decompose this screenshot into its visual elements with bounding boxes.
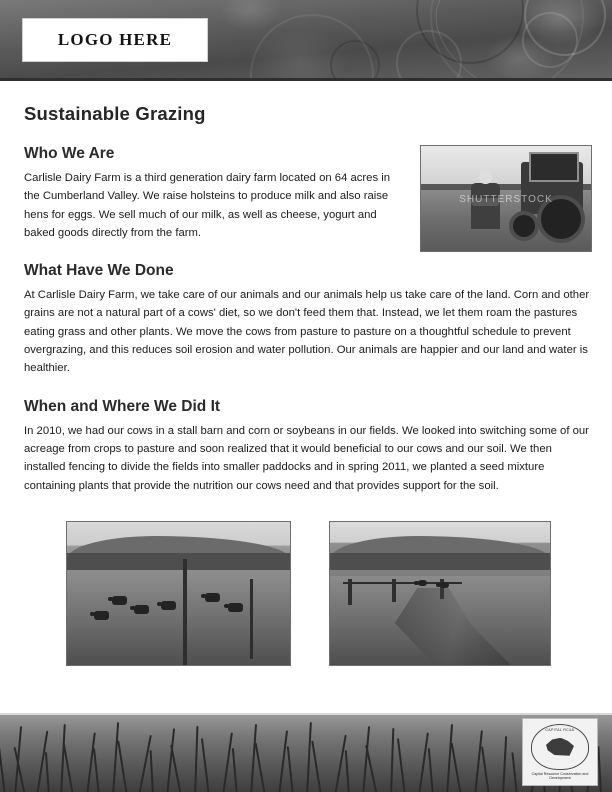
photo-fence-post bbox=[348, 579, 352, 605]
section-who-we-are bbox=[0, 145, 612, 242]
photo-farmer-head bbox=[479, 170, 492, 184]
page-header-band bbox=[0, 0, 612, 78]
section-when-and-where-we-did-it bbox=[0, 398, 612, 495]
photo-farmer-body bbox=[471, 183, 500, 229]
cows-pasture-photo bbox=[66, 521, 291, 666]
section-paragraph: At Carlisle Dairy Farm, we take care of our animals and our animals help us take care of the land. Corn and other grains are not a natural part of a cows' diet, so we don't feed them that. Instead, we let them roam the pastures eating grass and other plants. We move the cows from pasture to pasture on a thoughtful schedule to prevent overgrazing, and this reduces soil erosion and water pollution. Our animals are happier and our land and water is healthier. bbox=[24, 289, 590, 375]
photo-cow bbox=[440, 582, 449, 588]
photo-cow bbox=[161, 601, 176, 610]
logo-placeholder-box bbox=[22, 18, 208, 62]
photo-treeline bbox=[67, 553, 290, 570]
seal-border bbox=[531, 724, 589, 770]
photo-fence-post bbox=[392, 579, 396, 602]
photo-cow bbox=[134, 605, 149, 614]
photo-tractor-front-wheel bbox=[509, 211, 539, 241]
organization-seal-logo bbox=[522, 718, 598, 786]
photo-watermark: SHUTTERSTOCK bbox=[459, 194, 553, 206]
page-footer-band bbox=[0, 713, 612, 792]
section-paragraph: Carlisle Dairy Farm is a third generation dairy farm located on 64 acres in the Cumberland Valley. We raise holsteins to produce milk and also raise hens for eggs. We sell much of our milk, as well as cheese, yogurt and baked goods directly from the farm. bbox=[24, 172, 391, 239]
photo-fence-post bbox=[250, 579, 253, 659]
section-heading: What Have We Done bbox=[24, 262, 174, 280]
tractor-photo bbox=[420, 145, 592, 252]
photo-cow bbox=[228, 603, 243, 612]
seal-caption: Capital Resource Conservation and Development bbox=[531, 771, 589, 780]
photo-tractor-cab bbox=[529, 152, 579, 182]
page-title: Sustainable Grazing bbox=[24, 103, 206, 124]
footer-divider bbox=[0, 713, 612, 715]
seal-top-text: CAPITAL RC&D bbox=[545, 727, 575, 732]
photo-cow bbox=[205, 593, 220, 602]
photo-cow bbox=[94, 611, 109, 620]
photo-fence-post bbox=[183, 559, 187, 665]
photo-gallery bbox=[0, 521, 612, 671]
section-heading: When and Where We Did It bbox=[24, 397, 221, 415]
document-body bbox=[0, 81, 612, 671]
section-what-have-we-done bbox=[0, 262, 612, 377]
photo-cow bbox=[112, 596, 127, 605]
photo-treeline bbox=[330, 553, 550, 570]
seal-region-shape-icon bbox=[546, 738, 574, 756]
paddock-stream-photo bbox=[329, 521, 551, 666]
logo-placeholder-label: LOGO HERE bbox=[57, 30, 173, 49]
photo-grass bbox=[67, 576, 290, 665]
section-heading: Who We Are bbox=[24, 145, 115, 162]
section-paragraph: In 2010, we had our cows in a stall barn and corn or soybeans in our fields. We looked into switching some of our acreage from crops to pasture and soon realized that it would beneficial to our cows and our soil. We then installed fencing to divide the fields into smaller paddocks and in spring 2011, we planted a seed mixture containing plants that provide the nutrition our cows need and that provides support for the soil. bbox=[24, 424, 589, 492]
decorative-swirl-icon bbox=[330, 40, 380, 78]
